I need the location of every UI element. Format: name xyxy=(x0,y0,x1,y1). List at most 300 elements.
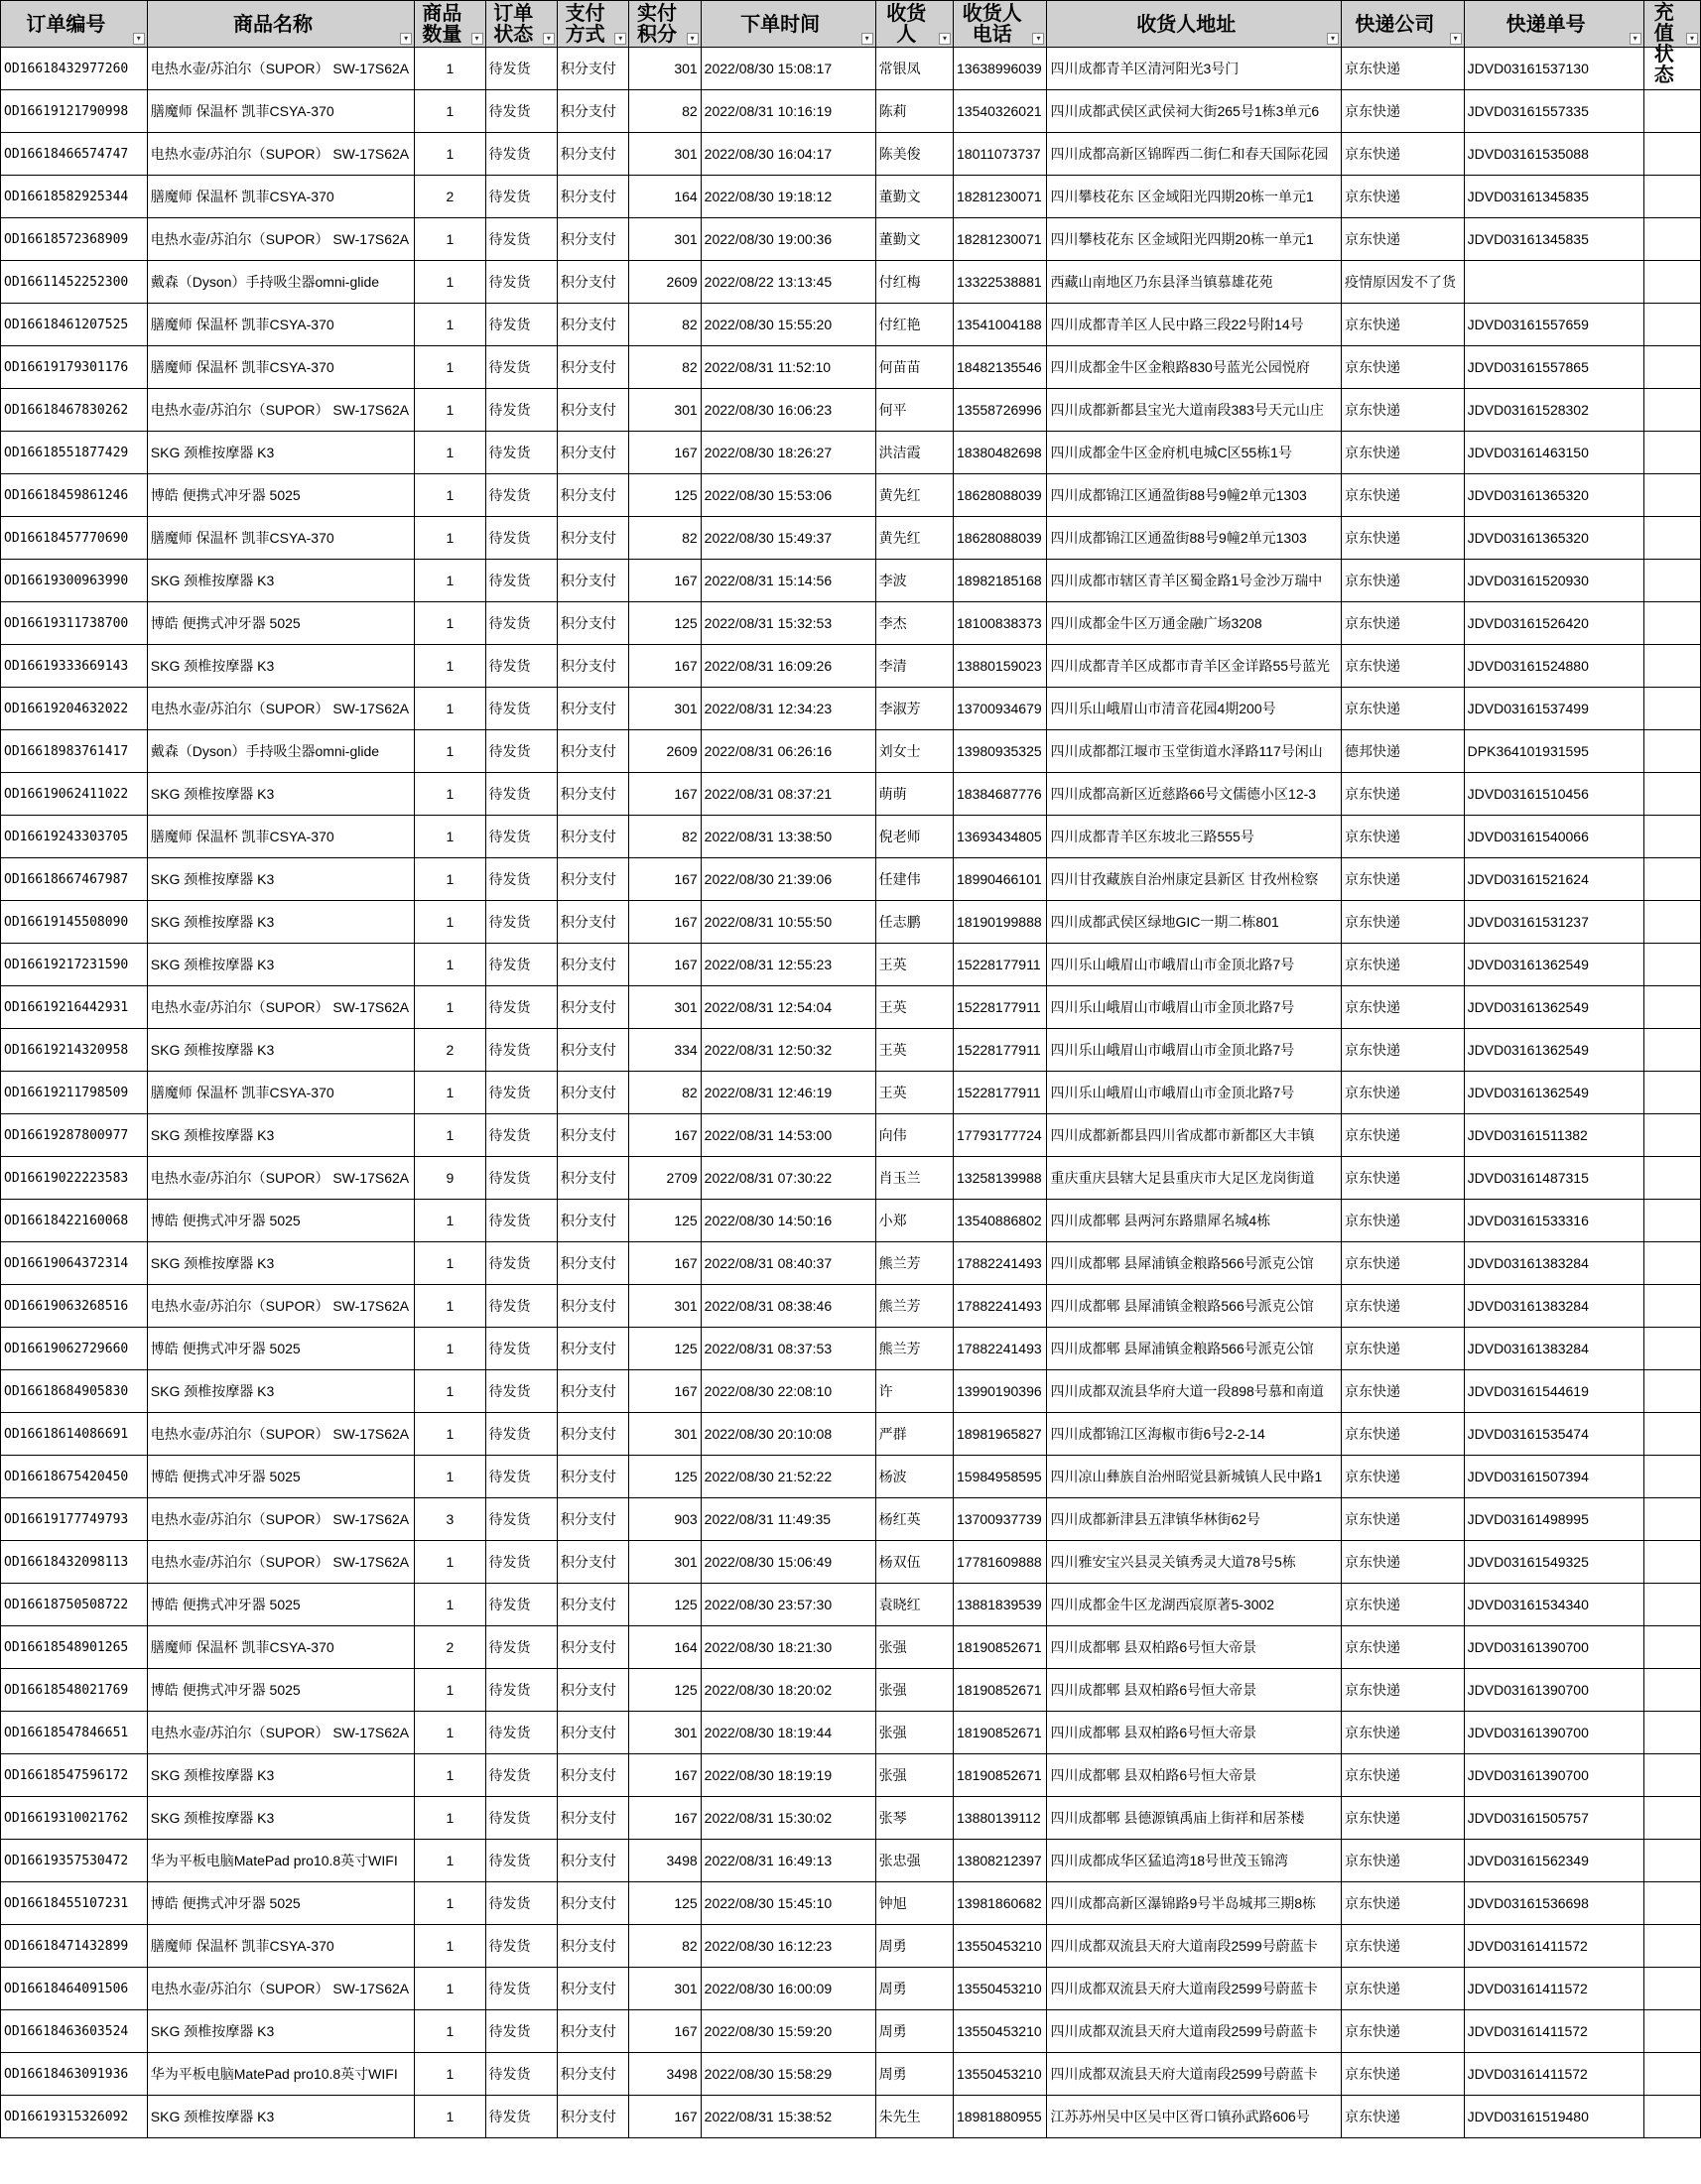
cell-order-status[interactable]: 待发货 xyxy=(485,1541,557,1584)
cell-order-time[interactable]: 2022/08/30 18:20:02 xyxy=(701,1669,875,1712)
cell-order-status[interactable]: 待发货 xyxy=(485,218,557,261)
cell-tracking-number[interactable]: JDVD03161535474 xyxy=(1464,1413,1643,1456)
cell-product-name[interactable]: SKG 颈椎按摩器 K3 xyxy=(147,773,414,816)
cell-recipient-address[interactable]: 四川成都高新区锦晖西二街仁和春天国际花园 xyxy=(1047,133,1342,176)
cell-recipient[interactable]: 倪老师 xyxy=(875,816,953,858)
cell-courier[interactable]: 京东快递 xyxy=(1342,1712,1465,1754)
cell-recharge-status[interactable] xyxy=(1643,346,1700,389)
cell-recharge-status[interactable] xyxy=(1643,1498,1700,1541)
cell-paid-points[interactable]: 125 xyxy=(629,1200,701,1242)
cell-tracking-number[interactable]: JDVD03161533316 xyxy=(1464,1200,1643,1242)
cell-tracking-number[interactable]: JDVD03161520930 xyxy=(1464,560,1643,602)
cell-recipient-phone[interactable]: 13550453210 xyxy=(954,2053,1047,2096)
cell-recipient-address[interactable]: 西藏山南地区乃东县泽当镇慕雄花苑 xyxy=(1047,261,1342,304)
column-header-recipient-phone[interactable] xyxy=(954,1,1047,48)
cell-recharge-status[interactable] xyxy=(1643,389,1700,432)
cell-order-id[interactable]: OD16618548021769 xyxy=(1,1669,148,1712)
cell-order-status[interactable]: 待发货 xyxy=(485,304,557,346)
cell-tracking-number[interactable]: JDVD03161383284 xyxy=(1464,1285,1643,1328)
column-header-recipient[interactable] xyxy=(875,1,953,48)
cell-order-id[interactable]: OD16618548901265 xyxy=(1,1626,148,1669)
cell-payment-method[interactable]: 积分支付 xyxy=(557,730,628,773)
cell-order-time[interactable]: 2022/08/30 19:00:36 xyxy=(701,218,875,261)
cell-courier[interactable]: 京东快递 xyxy=(1342,1072,1465,1114)
cell-order-time[interactable]: 2022/08/30 15:49:37 xyxy=(701,517,875,560)
cell-recipient-phone[interactable]: 18628088039 xyxy=(954,517,1047,560)
cell-recharge-status[interactable] xyxy=(1643,2010,1700,2053)
cell-order-status[interactable]: 待发货 xyxy=(485,1413,557,1456)
cell-order-time[interactable]: 2022/08/22 13:13:45 xyxy=(701,261,875,304)
cell-recipient[interactable]: 王英 xyxy=(875,944,953,986)
filter-dropdown-icon[interactable]: ▾ xyxy=(1032,33,1044,45)
cell-order-time[interactable]: 2022/08/31 08:37:21 xyxy=(701,773,875,816)
cell-quantity[interactable]: 1 xyxy=(415,346,485,389)
cell-recipient-address[interactable]: 四川成都青羊区成都市青羊区金详路55号蓝光 xyxy=(1047,645,1342,688)
cell-recipient-address[interactable]: 四川攀枝花东 区金域阳光四期20栋一单元1 xyxy=(1047,218,1342,261)
cell-tracking-number[interactable]: JDVD03161535088 xyxy=(1464,133,1643,176)
cell-order-id[interactable]: OD16619063268516 xyxy=(1,1285,148,1328)
cell-recipient-phone[interactable]: 18981880955 xyxy=(954,2096,1047,2138)
cell-recipient[interactable]: 许 xyxy=(875,1370,953,1413)
cell-tracking-number[interactable]: JDVD03161390700 xyxy=(1464,1626,1643,1669)
cell-recharge-status[interactable] xyxy=(1643,602,1700,645)
cell-order-time[interactable]: 2022/08/31 11:52:10 xyxy=(701,346,875,389)
filter-dropdown-icon[interactable]: ▾ xyxy=(861,33,873,45)
cell-quantity[interactable]: 1 xyxy=(415,602,485,645)
cell-paid-points[interactable]: 164 xyxy=(629,176,701,218)
cell-tracking-number[interactable]: JDVD03161411572 xyxy=(1464,2010,1643,2053)
cell-payment-method[interactable]: 积分支付 xyxy=(557,1200,628,1242)
cell-quantity[interactable]: 1 xyxy=(415,48,485,90)
cell-product-name[interactable]: 博皓 便携式冲牙器 5025 xyxy=(147,1200,414,1242)
cell-recipient[interactable]: 王英 xyxy=(875,1029,953,1072)
cell-recipient[interactable]: 陈美俊 xyxy=(875,133,953,176)
cell-order-time[interactable]: 2022/08/30 20:10:08 xyxy=(701,1413,875,1456)
cell-quantity[interactable]: 1 xyxy=(415,218,485,261)
cell-order-time[interactable]: 2022/08/31 15:14:56 xyxy=(701,560,875,602)
cell-order-status[interactable]: 待发货 xyxy=(485,602,557,645)
cell-order-status[interactable]: 待发货 xyxy=(485,1157,557,1200)
cell-product-name[interactable]: 电热水壶/苏泊尔（SUPOR） SW-17S62A xyxy=(147,1498,414,1541)
cell-recipient[interactable]: 张琴 xyxy=(875,1797,953,1840)
cell-order-time[interactable]: 2022/08/31 12:54:04 xyxy=(701,986,875,1029)
cell-recipient-phone[interactable]: 13550453210 xyxy=(954,1925,1047,1968)
cell-order-status[interactable]: 待发货 xyxy=(485,176,557,218)
cell-order-status[interactable]: 待发货 xyxy=(485,2010,557,2053)
cell-order-id[interactable]: OD16619211798509 xyxy=(1,1072,148,1114)
cell-product-name[interactable]: SKG 颈椎按摩器 K3 xyxy=(147,901,414,944)
cell-product-name[interactable]: 电热水壶/苏泊尔（SUPOR） SW-17S62A xyxy=(147,688,414,730)
cell-payment-method[interactable]: 积分支付 xyxy=(557,1968,628,2010)
cell-tracking-number[interactable]: JDVD03161362549 xyxy=(1464,1072,1643,1114)
cell-product-name[interactable]: 电热水壶/苏泊尔（SUPOR） SW-17S62A xyxy=(147,1157,414,1200)
cell-payment-method[interactable]: 积分支付 xyxy=(557,1584,628,1626)
cell-order-time[interactable]: 2022/08/31 08:38:46 xyxy=(701,1285,875,1328)
cell-quantity[interactable]: 1 xyxy=(415,389,485,432)
cell-recipient-phone[interactable]: 13558726996 xyxy=(954,389,1047,432)
cell-paid-points[interactable]: 301 xyxy=(629,133,701,176)
cell-payment-method[interactable]: 积分支付 xyxy=(557,944,628,986)
cell-order-status[interactable]: 待发货 xyxy=(485,858,557,901)
cell-order-status[interactable]: 待发货 xyxy=(485,1029,557,1072)
cell-product-name[interactable]: 电热水壶/苏泊尔（SUPOR） SW-17S62A xyxy=(147,218,414,261)
cell-quantity[interactable]: 1 xyxy=(415,517,485,560)
cell-courier[interactable]: 京东快递 xyxy=(1342,773,1465,816)
cell-tracking-number[interactable]: JDVD03161557865 xyxy=(1464,346,1643,389)
cell-paid-points[interactable]: 125 xyxy=(629,1669,701,1712)
cell-quantity[interactable]: 1 xyxy=(415,1456,485,1498)
column-header-paid-points[interactable] xyxy=(629,1,701,48)
cell-recipient-phone[interactable]: 13258139988 xyxy=(954,1157,1047,1200)
cell-tracking-number[interactable]: JDVD03161510456 xyxy=(1464,773,1643,816)
cell-recipient-phone[interactable]: 13700934679 xyxy=(954,688,1047,730)
cell-quantity[interactable]: 1 xyxy=(415,1754,485,1797)
cell-payment-method[interactable]: 积分支付 xyxy=(557,2096,628,2138)
cell-recipient-phone[interactable]: 17781609888 xyxy=(954,1541,1047,1584)
cell-order-status[interactable]: 待发货 xyxy=(485,1584,557,1626)
cell-recipient[interactable]: 熊兰芳 xyxy=(875,1328,953,1370)
cell-order-id[interactable]: OD16618455107231 xyxy=(1,1882,148,1925)
cell-recipient[interactable]: 萌萌 xyxy=(875,773,953,816)
cell-payment-method[interactable]: 积分支付 xyxy=(557,1712,628,1754)
cell-recipient-phone[interactable]: 13550453210 xyxy=(954,1968,1047,2010)
cell-recipient-address[interactable]: 四川成都金牛区万通金融广场3208 xyxy=(1047,602,1342,645)
cell-recipient-address[interactable]: 四川成都金牛区龙湖西宸原著5-3002 xyxy=(1047,1584,1342,1626)
cell-recipient-address[interactable]: 四川成都新津县五津镇华林街62号 xyxy=(1047,1498,1342,1541)
cell-paid-points[interactable]: 167 xyxy=(629,560,701,602)
cell-product-name[interactable]: SKG 颈椎按摩器 K3 xyxy=(147,560,414,602)
cell-courier[interactable]: 京东快递 xyxy=(1342,1200,1465,1242)
cell-order-id[interactable]: OD16619145508090 xyxy=(1,901,148,944)
cell-recipient-address[interactable]: 四川成都高新区瀑锦路9号半岛城邦三期8栋 xyxy=(1047,1882,1342,1925)
cell-payment-method[interactable]: 积分支付 xyxy=(557,1626,628,1669)
cell-recipient-address[interactable]: 四川成都郫 县犀浦镇金粮路566号派克公馆 xyxy=(1047,1242,1342,1285)
cell-product-name[interactable]: SKG 颈椎按摩器 K3 xyxy=(147,944,414,986)
cell-tracking-number[interactable]: JDVD03161505757 xyxy=(1464,1797,1643,1840)
cell-recipient-address[interactable]: 四川乐山峨眉山市清音花园4期200号 xyxy=(1047,688,1342,730)
cell-payment-method[interactable]: 积分支付 xyxy=(557,1456,628,1498)
cell-recipient[interactable]: 常银凤 xyxy=(875,48,953,90)
cell-recipient-phone[interactable]: 18384687776 xyxy=(954,773,1047,816)
cell-recipient-address[interactable]: 四川成都郫 县双柏路6号恒大帝景 xyxy=(1047,1712,1342,1754)
cell-order-status[interactable]: 待发货 xyxy=(485,1456,557,1498)
cell-recipient-address[interactable]: 四川成都郫 县犀浦镇金粮路566号派克公馆 xyxy=(1047,1285,1342,1328)
cell-recipient-address[interactable]: 四川成都锦江区通盈街88号9幢2单元1303 xyxy=(1047,517,1342,560)
cell-payment-method[interactable]: 积分支付 xyxy=(557,858,628,901)
cell-recipient-phone[interactable]: 17882241493 xyxy=(954,1242,1047,1285)
cell-recharge-status[interactable] xyxy=(1643,1541,1700,1584)
cell-product-name[interactable]: 电热水壶/苏泊尔（SUPOR） SW-17S62A xyxy=(147,1968,414,2010)
cell-quantity[interactable]: 1 xyxy=(415,1968,485,2010)
cell-recipient[interactable]: 董勤文 xyxy=(875,176,953,218)
cell-recharge-status[interactable] xyxy=(1643,1712,1700,1754)
cell-recharge-status[interactable] xyxy=(1643,90,1700,133)
cell-order-status[interactable]: 待发货 xyxy=(485,2053,557,2096)
cell-order-id[interactable]: OD16611452252300 xyxy=(1,261,148,304)
cell-courier[interactable]: 京东快递 xyxy=(1342,48,1465,90)
cell-paid-points[interactable]: 82 xyxy=(629,90,701,133)
cell-recharge-status[interactable] xyxy=(1643,773,1700,816)
cell-recharge-status[interactable] xyxy=(1643,1370,1700,1413)
filter-dropdown-icon[interactable]: ▾ xyxy=(1630,33,1641,45)
cell-courier[interactable]: 京东快递 xyxy=(1342,133,1465,176)
cell-tracking-number[interactable]: JDVD03161390700 xyxy=(1464,1712,1643,1754)
column-header-payment-method[interactable] xyxy=(557,1,628,48)
cell-paid-points[interactable]: 167 xyxy=(629,2010,701,2053)
cell-recipient-address[interactable]: 四川成都武侯区武侯祠大街265号1栋3单元6 xyxy=(1047,90,1342,133)
cell-courier[interactable]: 京东快递 xyxy=(1342,1370,1465,1413)
cell-payment-method[interactable]: 积分支付 xyxy=(557,1413,628,1456)
cell-tracking-number[interactable]: JDVD03161557659 xyxy=(1464,304,1643,346)
cell-order-id[interactable]: OD16618461207525 xyxy=(1,304,148,346)
cell-quantity[interactable]: 1 xyxy=(415,1584,485,1626)
cell-payment-method[interactable]: 积分支付 xyxy=(557,560,628,602)
cell-recipient-phone[interactable]: 18011073737 xyxy=(954,133,1047,176)
cell-order-status[interactable]: 待发货 xyxy=(485,261,557,304)
cell-recipient-address[interactable]: 四川成都武侯区绿地GIC一期二栋801 xyxy=(1047,901,1342,944)
cell-payment-method[interactable]: 积分支付 xyxy=(557,1669,628,1712)
cell-recipient-address[interactable]: 四川成都都江堰市玉堂街道水泽路117号闲山 xyxy=(1047,730,1342,773)
cell-payment-method[interactable]: 积分支付 xyxy=(557,2053,628,2096)
cell-recharge-status[interactable] xyxy=(1643,1200,1700,1242)
cell-recipient[interactable]: 李波 xyxy=(875,560,953,602)
cell-paid-points[interactable]: 167 xyxy=(629,2096,701,2138)
cell-recipient-address[interactable]: 四川乐山峨眉山市峨眉山市金顶北路7号 xyxy=(1047,1072,1342,1114)
cell-tracking-number[interactable]: JDVD03161562349 xyxy=(1464,1840,1643,1882)
cell-courier[interactable]: 京东快递 xyxy=(1342,176,1465,218)
cell-payment-method[interactable]: 积分支付 xyxy=(557,986,628,1029)
cell-payment-method[interactable]: 积分支付 xyxy=(557,1114,628,1157)
cell-order-time[interactable]: 2022/08/30 15:06:49 xyxy=(701,1541,875,1584)
cell-tracking-number[interactable]: JDVD03161345835 xyxy=(1464,176,1643,218)
cell-order-time[interactable]: 2022/08/30 22:08:10 xyxy=(701,1370,875,1413)
cell-quantity[interactable]: 1 xyxy=(415,560,485,602)
cell-payment-method[interactable]: 积分支付 xyxy=(557,816,628,858)
cell-recipient-phone[interactable]: 18190852671 xyxy=(954,1669,1047,1712)
cell-paid-points[interactable]: 167 xyxy=(629,1370,701,1413)
cell-tracking-number[interactable]: JDVD03161487315 xyxy=(1464,1157,1643,1200)
cell-order-status[interactable]: 待发货 xyxy=(485,1498,557,1541)
cell-product-name[interactable]: 电热水壶/苏泊尔（SUPOR） SW-17S62A xyxy=(147,986,414,1029)
cell-order-id[interactable]: OD16618551877429 xyxy=(1,432,148,474)
cell-product-name[interactable]: SKG 颈椎按摩器 K3 xyxy=(147,1242,414,1285)
cell-order-time[interactable]: 2022/08/31 14:53:00 xyxy=(701,1114,875,1157)
cell-recipient-phone[interactable]: 13880139112 xyxy=(954,1797,1047,1840)
cell-order-status[interactable]: 待发货 xyxy=(485,816,557,858)
filter-dropdown-icon[interactable]: ▾ xyxy=(133,33,145,45)
filter-dropdown-icon[interactable]: ▾ xyxy=(1450,33,1462,45)
cell-recipient-phone[interactable]: 13981860682 xyxy=(954,1882,1047,1925)
cell-tracking-number[interactable]: JDVD03161362549 xyxy=(1464,944,1643,986)
cell-recipient-phone[interactable]: 17882241493 xyxy=(954,1328,1047,1370)
cell-payment-method[interactable]: 积分支付 xyxy=(557,1754,628,1797)
cell-recipient-phone[interactable]: 15228177911 xyxy=(954,944,1047,986)
cell-quantity[interactable]: 1 xyxy=(415,2010,485,2053)
cell-order-status[interactable]: 待发货 xyxy=(485,645,557,688)
cell-recharge-status[interactable] xyxy=(1643,2053,1700,2096)
cell-recipient-phone[interactable]: 18190852671 xyxy=(954,1754,1047,1797)
cell-tracking-number[interactable]: JDVD03161365320 xyxy=(1464,474,1643,517)
cell-quantity[interactable]: 1 xyxy=(415,474,485,517)
cell-courier[interactable]: 京东快递 xyxy=(1342,688,1465,730)
cell-courier[interactable]: 京东快递 xyxy=(1342,432,1465,474)
cell-recharge-status[interactable] xyxy=(1643,1114,1700,1157)
cell-recipient[interactable]: 何平 xyxy=(875,389,953,432)
cell-paid-points[interactable]: 3498 xyxy=(629,1840,701,1882)
cell-payment-method[interactable]: 积分支付 xyxy=(557,1797,628,1840)
cell-tracking-number[interactable]: JDVD03161537499 xyxy=(1464,688,1643,730)
cell-recipient[interactable]: 王英 xyxy=(875,1072,953,1114)
cell-quantity[interactable]: 1 xyxy=(415,261,485,304)
cell-recipient-address[interactable]: 四川成都锦江区海椒市街6号2-2-14 xyxy=(1047,1413,1342,1456)
cell-product-name[interactable]: 膳魔师 保温杯 凯菲CSYA-370 xyxy=(147,517,414,560)
cell-order-status[interactable]: 待发货 xyxy=(485,1840,557,1882)
cell-courier[interactable]: 京东快递 xyxy=(1342,858,1465,901)
cell-recipient[interactable]: 向伟 xyxy=(875,1114,953,1157)
cell-payment-method[interactable]: 积分支付 xyxy=(557,90,628,133)
cell-payment-method[interactable]: 积分支付 xyxy=(557,688,628,730)
cell-order-status[interactable]: 待发货 xyxy=(485,2096,557,2138)
cell-recipient-address[interactable]: 四川成都双流县天府大道南段2599号蔚蓝卡 xyxy=(1047,1925,1342,1968)
cell-product-name[interactable]: 电热水壶/苏泊尔（SUPOR） SW-17S62A xyxy=(147,133,414,176)
cell-tracking-number[interactable]: JDVD03161390700 xyxy=(1464,1754,1643,1797)
cell-recipient-address[interactable]: 四川成都高新区近慈路66号文儒德小区12-3 xyxy=(1047,773,1342,816)
cell-paid-points[interactable]: 125 xyxy=(629,1456,701,1498)
cell-product-name[interactable]: 膳魔师 保温杯 凯菲CSYA-370 xyxy=(147,1626,414,1669)
cell-quantity[interactable]: 1 xyxy=(415,816,485,858)
cell-courier[interactable]: 京东快递 xyxy=(1342,1029,1465,1072)
cell-recharge-status[interactable] xyxy=(1643,1584,1700,1626)
cell-recipient[interactable]: 杨红英 xyxy=(875,1498,953,1541)
cell-order-time[interactable]: 2022/08/31 08:40:37 xyxy=(701,1242,875,1285)
cell-product-name[interactable]: 电热水壶/苏泊尔（SUPOR） SW-17S62A xyxy=(147,1413,414,1456)
cell-recipient[interactable]: 周勇 xyxy=(875,1968,953,2010)
cell-product-name[interactable]: 电热水壶/苏泊尔（SUPOR） SW-17S62A xyxy=(147,389,414,432)
cell-order-time[interactable]: 2022/08/31 16:49:13 xyxy=(701,1840,875,1882)
cell-paid-points[interactable]: 301 xyxy=(629,48,701,90)
cell-recipient-address[interactable]: 重庆重庆县辖大足县重庆市大足区龙岗街道 xyxy=(1047,1157,1342,1200)
cell-recharge-status[interactable] xyxy=(1643,517,1700,560)
cell-tracking-number[interactable]: JDVD03161411572 xyxy=(1464,1968,1643,2010)
cell-product-name[interactable]: 博皓 便携式冲牙器 5025 xyxy=(147,602,414,645)
cell-paid-points[interactable]: 301 xyxy=(629,1541,701,1584)
cell-order-id[interactable]: OD16618572368909 xyxy=(1,218,148,261)
cell-product-name[interactable]: 博皓 便携式冲牙器 5025 xyxy=(147,1456,414,1498)
cell-quantity[interactable]: 1 xyxy=(415,2096,485,2138)
cell-payment-method[interactable]: 积分支付 xyxy=(557,346,628,389)
cell-paid-points[interactable]: 3498 xyxy=(629,2053,701,2096)
cell-paid-points[interactable]: 125 xyxy=(629,1328,701,1370)
cell-paid-points[interactable]: 301 xyxy=(629,1285,701,1328)
cell-quantity[interactable]: 1 xyxy=(415,432,485,474)
cell-order-id[interactable]: OD16619311738700 xyxy=(1,602,148,645)
cell-payment-method[interactable]: 积分支付 xyxy=(557,176,628,218)
cell-payment-method[interactable]: 积分支付 xyxy=(557,1498,628,1541)
cell-order-id[interactable]: OD16618466574747 xyxy=(1,133,148,176)
cell-product-name[interactable]: 电热水壶/苏泊尔（SUPOR） SW-17S62A xyxy=(147,1712,414,1754)
cell-courier[interactable]: 京东快递 xyxy=(1342,2010,1465,2053)
cell-order-time[interactable]: 2022/08/30 16:00:09 xyxy=(701,1968,875,2010)
cell-recipient-address[interactable]: 四川乐山峨眉山市峨眉山市金顶北路7号 xyxy=(1047,986,1342,1029)
cell-recipient-phone[interactable]: 18981965827 xyxy=(954,1413,1047,1456)
cell-product-name[interactable]: 电热水壶/苏泊尔（SUPOR） SW-17S62A xyxy=(147,48,414,90)
cell-recharge-status[interactable] xyxy=(1643,218,1700,261)
cell-quantity[interactable]: 2 xyxy=(415,1029,485,1072)
cell-paid-points[interactable]: 301 xyxy=(629,986,701,1029)
cell-courier[interactable]: 京东快递 xyxy=(1342,389,1465,432)
cell-order-id[interactable]: OD16619300963990 xyxy=(1,560,148,602)
cell-recipient-phone[interactable]: 15228177911 xyxy=(954,1029,1047,1072)
cell-order-time[interactable]: 2022/08/30 18:26:27 xyxy=(701,432,875,474)
cell-recharge-status[interactable] xyxy=(1643,1157,1700,1200)
cell-order-status[interactable]: 待发货 xyxy=(485,560,557,602)
cell-courier[interactable]: 京东快递 xyxy=(1342,944,1465,986)
cell-order-time[interactable]: 2022/08/30 15:58:29 xyxy=(701,2053,875,2096)
cell-order-time[interactable]: 2022/08/30 15:55:20 xyxy=(701,304,875,346)
cell-order-time[interactable]: 2022/08/30 21:52:22 xyxy=(701,1456,875,1498)
cell-recharge-status[interactable] xyxy=(1643,474,1700,517)
cell-recipient-address[interactable]: 四川成都双流县天府大道南段2599号蔚蓝卡 xyxy=(1047,2053,1342,2096)
cell-recharge-status[interactable] xyxy=(1643,1285,1700,1328)
cell-tracking-number[interactable]: JDVD03161540066 xyxy=(1464,816,1643,858)
cell-product-name[interactable]: 膳魔师 保温杯 凯菲CSYA-370 xyxy=(147,1072,414,1114)
cell-recharge-status[interactable] xyxy=(1643,1754,1700,1797)
cell-order-time[interactable]: 2022/08/31 12:46:19 xyxy=(701,1072,875,1114)
cell-recipient-phone[interactable]: 18100838373 xyxy=(954,602,1047,645)
cell-courier[interactable]: 京东快递 xyxy=(1342,2053,1465,2096)
filter-dropdown-icon[interactable]: ▾ xyxy=(939,33,951,45)
cell-order-time[interactable]: 2022/08/31 12:34:23 xyxy=(701,688,875,730)
cell-order-time[interactable]: 2022/08/30 15:45:10 xyxy=(701,1882,875,1925)
cell-recipient-phone[interactable]: 15228177911 xyxy=(954,986,1047,1029)
cell-quantity[interactable]: 1 xyxy=(415,901,485,944)
cell-order-time[interactable]: 2022/08/30 18:19:44 xyxy=(701,1712,875,1754)
cell-quantity[interactable]: 1 xyxy=(415,1840,485,1882)
cell-recipient-phone[interactable]: 18628088039 xyxy=(954,474,1047,517)
cell-recharge-status[interactable] xyxy=(1643,560,1700,602)
cell-payment-method[interactable]: 积分支付 xyxy=(557,645,628,688)
cell-recipient[interactable]: 何苗苗 xyxy=(875,346,953,389)
cell-recipient-phone[interactable]: 18190852671 xyxy=(954,1626,1047,1669)
cell-paid-points[interactable]: 334 xyxy=(629,1029,701,1072)
cell-order-status[interactable]: 待发货 xyxy=(485,1285,557,1328)
cell-recharge-status[interactable] xyxy=(1643,432,1700,474)
cell-paid-points[interactable]: 125 xyxy=(629,602,701,645)
cell-recipient-phone[interactable]: 13693434805 xyxy=(954,816,1047,858)
cell-recipient-phone[interactable]: 18281230071 xyxy=(954,176,1047,218)
cell-payment-method[interactable]: 积分支付 xyxy=(557,1328,628,1370)
cell-order-time[interactable]: 2022/08/30 21:39:06 xyxy=(701,858,875,901)
filter-dropdown-icon[interactable]: ▾ xyxy=(543,33,555,45)
cell-tracking-number[interactable]: JDVD03161411572 xyxy=(1464,1925,1643,1968)
cell-recharge-status[interactable] xyxy=(1643,1797,1700,1840)
cell-product-name[interactable]: 华为平板电脑MatePad pro10.8英寸WIFI xyxy=(147,1840,414,1882)
cell-recipient-phone[interactable]: 18482135546 xyxy=(954,346,1047,389)
cell-product-name[interactable]: SKG 颈椎按摩器 K3 xyxy=(147,645,414,688)
cell-recharge-status[interactable] xyxy=(1643,1072,1700,1114)
cell-paid-points[interactable]: 301 xyxy=(629,688,701,730)
cell-paid-points[interactable]: 167 xyxy=(629,1114,701,1157)
cell-product-name[interactable]: 电热水壶/苏泊尔（SUPOR） SW-17S62A xyxy=(147,1541,414,1584)
cell-paid-points[interactable]: 301 xyxy=(629,1968,701,2010)
cell-recharge-status[interactable] xyxy=(1643,1029,1700,1072)
cell-recipient-address[interactable]: 四川成都郫 县德源镇禹庙上街祥和居茶楼 xyxy=(1047,1797,1342,1840)
cell-order-time[interactable]: 2022/08/30 18:19:19 xyxy=(701,1754,875,1797)
cell-recipient-phone[interactable]: 15984958595 xyxy=(954,1456,1047,1498)
column-header-tracking-number[interactable] xyxy=(1464,1,1643,48)
cell-recipient-phone[interactable]: 18990466101 xyxy=(954,858,1047,901)
cell-recipient-address[interactable]: 四川甘孜藏族自治州康定县新区 甘孜州检察 xyxy=(1047,858,1342,901)
